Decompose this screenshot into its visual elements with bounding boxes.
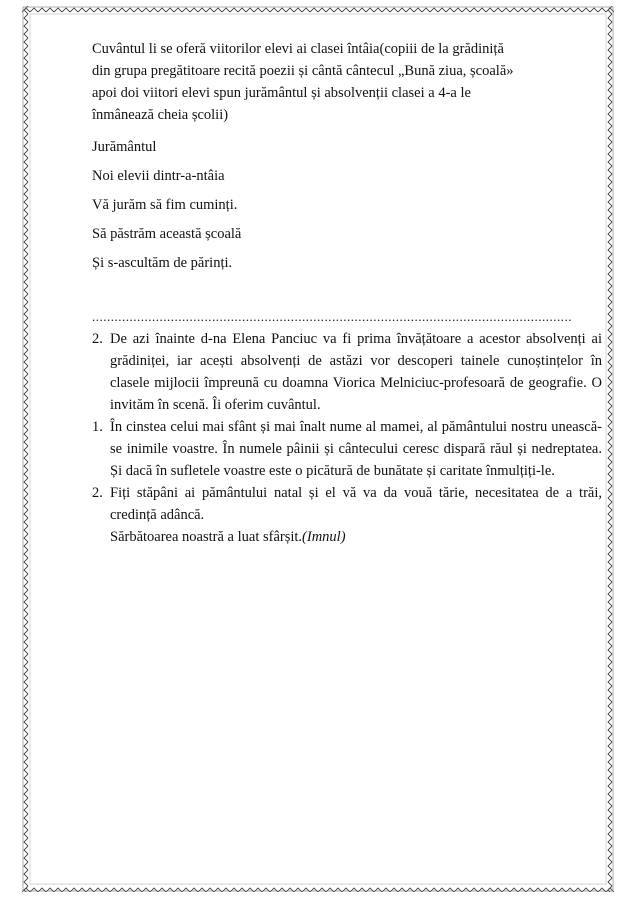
list-number: 2. — [92, 331, 103, 347]
list-text: De azi înainte d-na Elena Panciuc va fi prima învățătoare a acestor absolvenți ai grădiniței, iar acești absolvenți de astăzi vor descoperi tainele cunoștințelor în clasele mijlocii împreună cu doamna Viorica Melniciuc-profesoară de geografie. O invităm în scenă. Îi oferim cuvântul. — [110, 331, 602, 413]
wishes-list — [92, 416, 602, 548]
intro-line: Cuvântul li se oferă viitorilor elevi ai clasei întâia(copiii de la grădiniță — [92, 41, 504, 57]
oath-verse: Vă jurăm să fim cuminți. — [92, 197, 238, 213]
oath-verse: Și s-ascultăm de părinți. — [92, 255, 233, 271]
list-item — [92, 328, 602, 416]
intro-paragraph — [92, 38, 602, 126]
oath-title: Jurământul — [92, 139, 157, 155]
list-item — [92, 482, 602, 548]
list-number: 1. — [92, 419, 103, 435]
oath-verse: Să păstrăm această școală — [92, 226, 242, 242]
document-body — [92, 38, 602, 548]
intro-line: înmânează cheia școlii) — [92, 107, 229, 123]
dotted-separator: ................................................................................................................................ — [92, 309, 572, 324]
oath-section — [92, 136, 602, 274]
list-text: În cinstea celui mai sfânt și mai înalt nume al mamei, al pământului nostru unească-se inimile voastre. În numele pâinii și cântecului ceresc dispară răul și nedreptatea. Și dacă în sufletele voastre este o picătură de bunătate și caritate înmulțiți-le. — [110, 419, 602, 479]
anthem-note: (Imnul) — [302, 529, 346, 545]
intro-line: din grupa pregătitoare recită poezii și cântă cântecul „Bună ziua, școală» — [92, 63, 514, 79]
oath-verse: Noi elevii dintr-a-ntâia — [92, 168, 225, 184]
intro-line: apoi doi viitori elevi spun jurământul și absolvenții clasei a 4-a le — [92, 85, 471, 101]
list-item — [92, 416, 602, 482]
closing-text: Sărbătoarea noastră a luat sfârșit. — [110, 529, 303, 545]
list-text: Fiți stăpâni ai pământului natal și el vă va da vouă tărie, necesitatea de a trăi, credință adâncă. — [110, 485, 602, 523]
list-number: 2. — [92, 485, 103, 501]
section-2-list — [92, 328, 602, 416]
